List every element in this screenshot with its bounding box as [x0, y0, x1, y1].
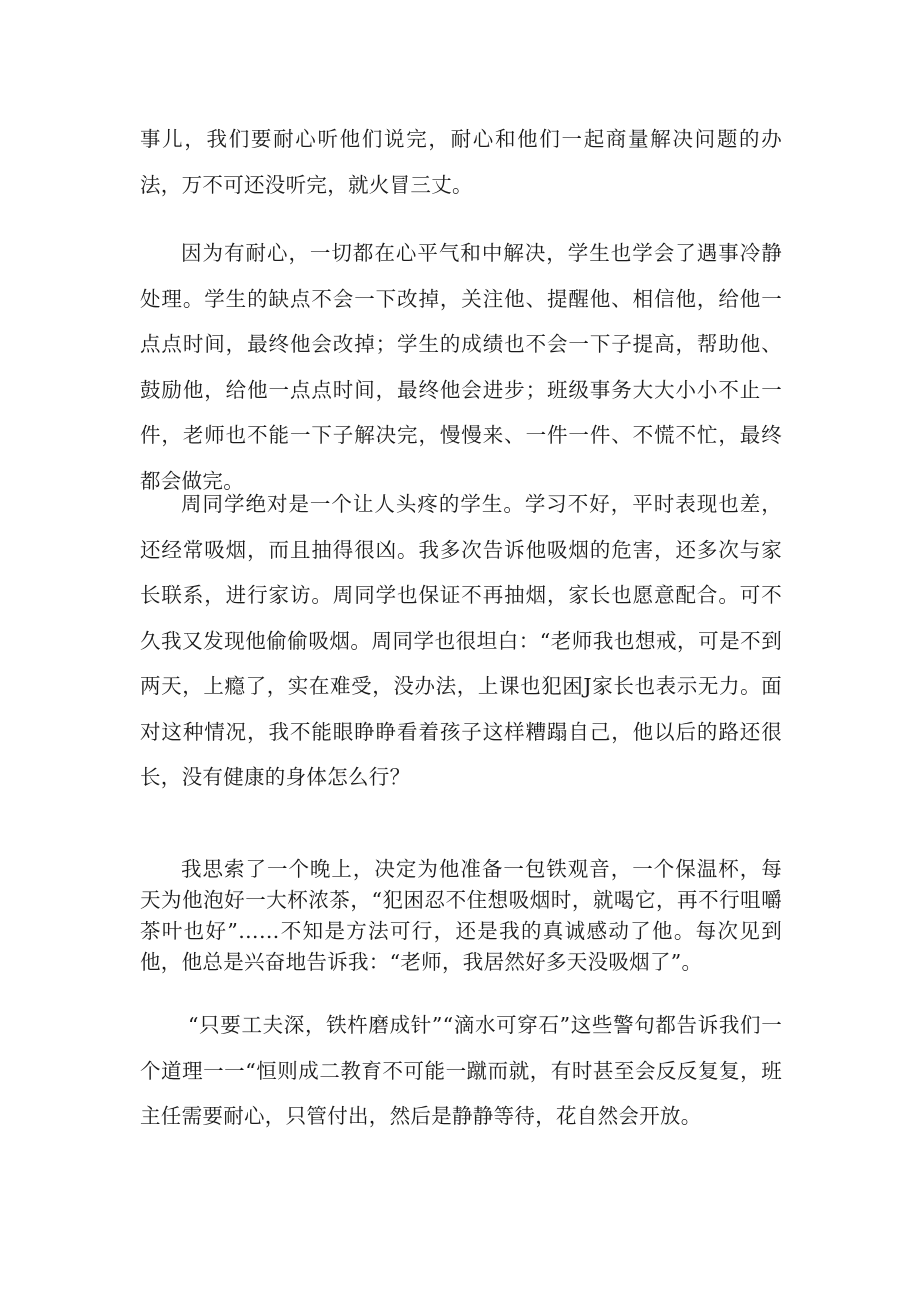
paragraph-3: 周同学绝对是一个让人头疼的学生。学习不好，平时表现也差，还经常吸烟，而且抽得很凶。我多次告诉他吸烟的危害，还多次与家长联系，进行家访。周同学也保证不再抽烟，家长也愿意配合。可不久我又发现他偷偷吸烟。周同学也很坦白：“老师我也想戒，可是不到两天，上瘾了，实在难受，没办法，上课也犯困J家长也表示无力。面对这种情况，我不能眼睁睁看着孩子这样糟蹋自己，他以后的路还很长，没有健康的身体怎么行？	[140, 492, 782, 789]
paragraph-5: “只要工夫深，铁杵磨成针”“滴水可穿石”这些警句都告诉我们一个道理一一“恒则成二教育不可能一蹴而就，有时甚至会反反复复，班主任需要耐心，只管付出，然后是静静等待，花自然会开放。	[140, 1013, 782, 1128]
paragraph-1: 事儿，我们要耐心听他们说完，耐心和他们一起商量解决问题的办法，万不可还没听完，就火冒三丈。	[140, 127, 782, 197]
paragraph-4: 我思索了一个晚上，决定为他准备一包铁观音，一个保温杯，每天为他泡好一大杯浓茶，“犯困忍不住想吸烟时，就喝它，再不行咀嚼茶叶也好”……不知是方法可行，还是我的真诚感动了他。每次见到他，他总是兴奋地告诉我：“老师，我居然好多天没吸烟了”。	[140, 857, 782, 974]
paragraph-2: 因为有耐心，一切都在心平气和中解决，学生也学会了遇事冷静处理。学生的缺点不会一下改掉，关注他、提醒他、相信他，给他一点点时间，最终他会改掉；学生的成绩也不会一下子提高，帮助他、鼓励他，给他一点点时间，最终他会进步；班级事务大大小小不止一件，老师也不能一下子解决完，慢慢来、一件一件、不慌不忙，最终都会做完。	[140, 241, 782, 493]
